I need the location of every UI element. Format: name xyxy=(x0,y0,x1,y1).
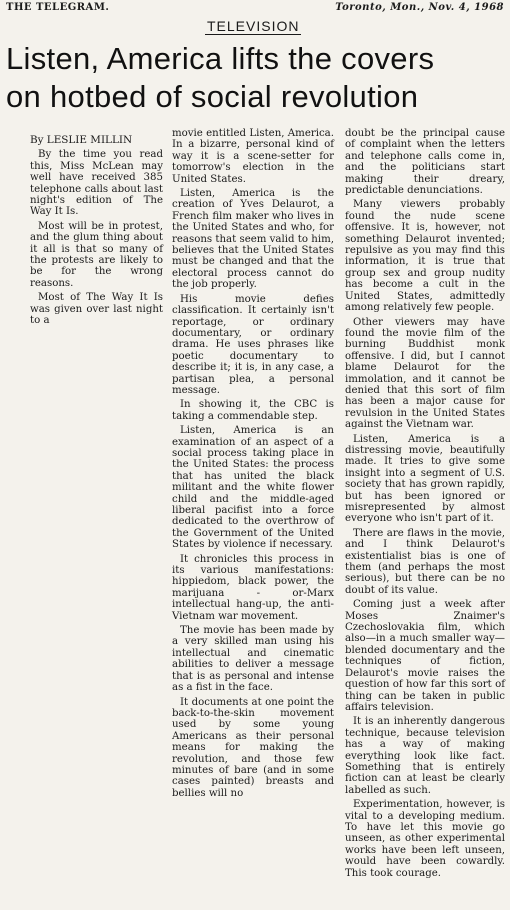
paragraph: It chronicles this process in its various manifestations: hippiedom, black power, the marijuana - or-Marx intellectual hang-up, the anti-Vietnam war movement. xyxy=(172,553,334,622)
masthead xyxy=(6,2,504,16)
paragraph: Other viewers may have found the movie film of the burning Buddhist monk offensive. I did, but I cannot blame Delaurot for the immolation, and it cannot be denied that this sort of film has been a major cause for revulsion in the United States against the Vietnam war. xyxy=(345,316,505,431)
paragraph: In showing it, the CBC is taking a commendable step. xyxy=(172,399,334,422)
paragraph: Most of The Way It Is was given over last night to a xyxy=(30,292,163,327)
dateline: Toronto, Mon., Nov. 4, 1968 xyxy=(335,2,504,13)
newspaper-name: THE TELEGRAM. xyxy=(6,2,110,13)
headline-line-2: on hotbed of social revolution xyxy=(6,79,419,114)
paragraph: There are flaws in the movie, and I think Delaurot's existentialist bias is one of them (and perhaps the most serious), but there can be no doubt of its value. xyxy=(345,527,505,596)
byline: By LESLIE MILLIN xyxy=(30,134,133,146)
headline xyxy=(6,40,506,116)
paragraph: Most will be in protest, and the glum thing about it all is that so many of the protests are likely to be for the wrong reasons. xyxy=(30,220,163,289)
paragraph: Experimentation, however, is vital to a developing medium. To have let this movie go unseen, as other experimental works have been left unseen, would have been cowardly. This took courage. xyxy=(345,799,505,879)
paragraph: His movie defies classification. It certainly isn't reportage, or ordinary documentary, or ordinary drama. He uses phrases like poetic documentary to describe it; it is, in any case, a partisan plea, a personal message. xyxy=(172,293,334,396)
section-label: TELEVISION xyxy=(207,18,300,34)
paragraph: Listen, America is a distressing movie, beautifully made. It tries to give some insight into a segment of U.S. society that has grown rapidly, but has been ignored or misrepresented by almost everyone who isn't part of it. xyxy=(345,433,505,525)
paragraph: doubt be the principal cause of complaint when the letters and telephone calls come in, and the politicians start making their dreary, predictable denunciations. xyxy=(345,128,505,197)
paragraph: Coming just a week after Moses Znaimer's Czechoslovakia film, which also—in a much smaller way—blended documentary and the techniques of fiction, Delaurot's movie raises the question of how far this sort of thing can be taken in public affairs television. xyxy=(345,599,505,713)
paragraph: It documents at one point the back-to-the-skin movement used by some young Americans as their personal means for making the revolution, and those few minutes of bare (and in some cases painted) breasts and bellies will no xyxy=(172,696,334,799)
paragraph: The movie has been made by a very skilled man using his intellectual and cinematic abilities to deliver a message that is as personal and intense as a fist in the face. xyxy=(172,625,334,694)
paragraph: It is an inherently dangerous technique, because television has a way of making everything look like fact. Something that is entirely fiction can at least be clearly labelled as such. xyxy=(345,716,505,796)
headline-line-1: Listen, America lifts the covers xyxy=(6,41,435,76)
paragraph: Listen, America is the creation of Yves Delaurot, a French film maker who lives in the United States and who, for reasons that seem valid to him, believes that the United States must be changed and that the electoral process cannot do the job properly. xyxy=(172,188,334,291)
paragraph: movie entitled Listen, America. In a bizarre, personal kind of way it is a scene-setter for tomorrow's election in the United States. xyxy=(172,128,334,185)
article-column-1 xyxy=(30,131,163,330)
paragraph: Many viewers probably found the nude scene offensive. It is, however, not something Delaurot invented; repulsive as you may find this information, it is true that group sex and group nudity has become a cult in the United States, admittedly among relatively few people. xyxy=(345,199,505,314)
paragraph: Listen, America is an examination of an aspect of a social process taking place in the United States: the process that has united the black militant and the white flower child and the middle-aged liberal pacifist into a force dedicated to the overthrow of the Government of the United States by violence if necessary. xyxy=(172,425,334,551)
paragraph: By the time you read this, Miss McLean may well have received 385 telephone calls about last night's edition of The Way It Is. xyxy=(30,149,163,218)
article-column-3 xyxy=(345,128,505,882)
article-column-2 xyxy=(172,128,334,802)
